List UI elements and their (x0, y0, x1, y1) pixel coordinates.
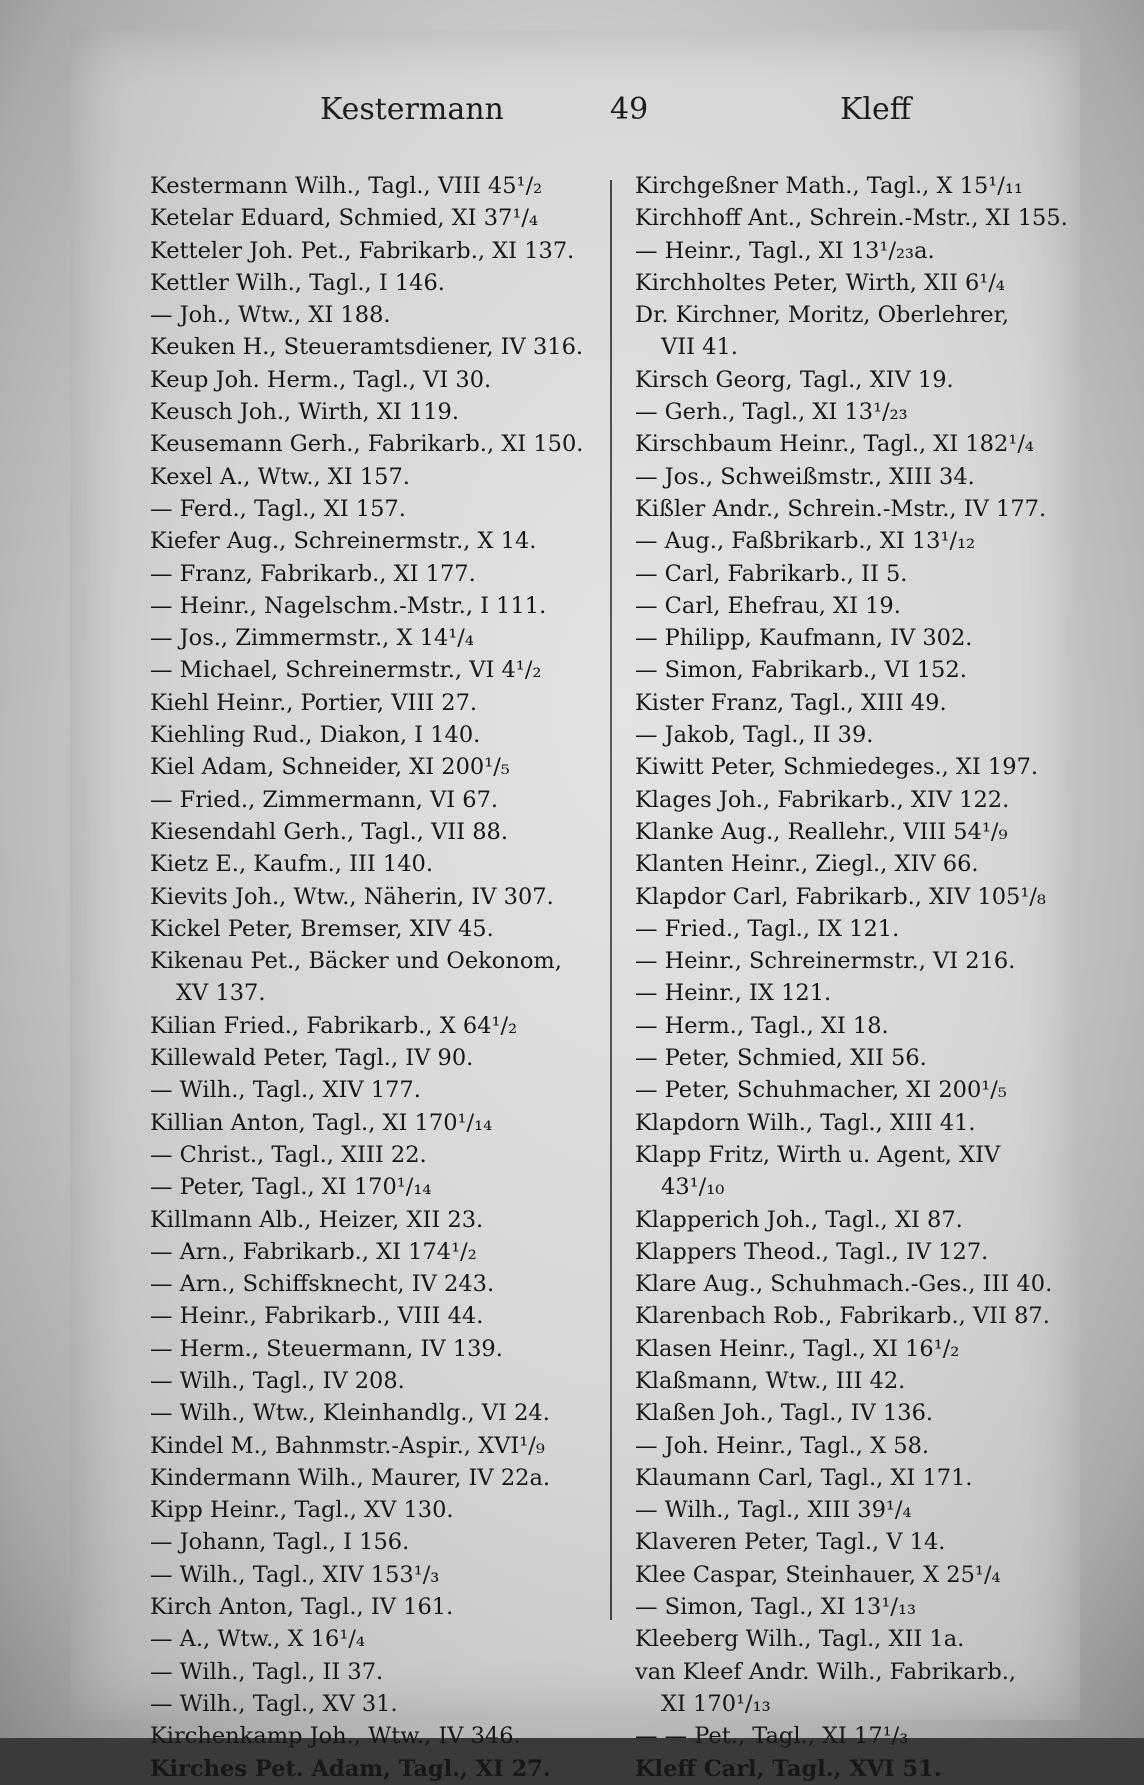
directory-entry: Klaumann Carl, Tagl., XI 171. (635, 1464, 973, 1491)
directory-entry: Kiehl Heinr., Portier, VIII 27. (150, 689, 478, 716)
directory-entry: Kindermann Wilh., Maurer, IV 22a. (150, 1464, 551, 1491)
directory-entry: Klappers Theod., Tagl., IV 127. (635, 1238, 989, 1265)
directory-entry: Kietz E., Kaufm., III 140. (150, 851, 433, 878)
directory-entry: Killewald Peter, Tagl., IV 90. (150, 1045, 474, 1072)
directory-entry: — Philipp, Kaufmann, IV 302. (635, 625, 973, 652)
directory-entry: Klanke Aug., Reallehr., VIII 54¹/₉ (635, 818, 1008, 845)
directory-entry: Kexel A., Wtw., XI 157. (150, 463, 410, 490)
directory-entry: — Michael, Schreinermstr., VI 4¹/₂ (150, 657, 542, 684)
directory-entry: Ketelar Eduard, Schmied, XI 37¹/₄ (150, 205, 538, 232)
directory-entry: Kiesendahl Gerh., Tagl., VII 88. (150, 818, 509, 845)
directory-entry: Kipp Heinr., Tagl., XV 130. (150, 1497, 454, 1524)
directory-entry: Kikenau Pet., Bäcker und Oekonom, (150, 948, 562, 975)
directory-entry: Kievits Joh., Wtw., Näherin, IV 307. (150, 883, 554, 910)
directory-entry: Klaveren Peter, Tagl., V 14. (635, 1529, 946, 1556)
directory-entry: Kirsch Georg, Tagl., XIV 19. (635, 366, 954, 393)
directory-entry: — Heinr., Schreinermstr., VI 216. (635, 948, 1016, 975)
page-number: 49 (610, 92, 649, 127)
directory-entry: Ketteler Joh. Pet., Fabrikarb., XI 137. (150, 237, 575, 264)
directory-entry: — Simon, Tagl., XI 13¹/₁₃ (635, 1594, 916, 1621)
directory-entry: — Heinr., IX 121. (635, 980, 832, 1007)
directory-entry: XV 137. (176, 980, 266, 1007)
directory-entry: Klaßen Joh., Tagl., IV 136. (635, 1400, 934, 1427)
column-divider (610, 180, 612, 1620)
directory-entry: — Wilh., Tagl., II 37. (150, 1658, 384, 1685)
directory-entry: — Herm., Steuermann, IV 139. (150, 1335, 503, 1362)
directory-entry: — Heinr., Fabrikarb., VIII 44. (150, 1303, 484, 1330)
directory-entry: Kirch Anton, Tagl., IV 161. (150, 1594, 454, 1621)
directory-entry: — Joh. Heinr., Tagl., X 58. (635, 1432, 930, 1459)
directory-entry: — — Pet., Tagl., XI 17¹/₃ (635, 1723, 909, 1750)
directory-entry: Kirchholtes Peter, Wirth, XII 6¹/₄ (635, 269, 1005, 296)
directory-entry: Klapdor Carl, Fabrikarb., XIV 105¹/₈ (635, 883, 1046, 910)
directory-entry: Klapperich Joh., Tagl., XI 87. (635, 1206, 963, 1233)
directory-entry: — Christ., Tagl., XIII 22. (150, 1141, 427, 1168)
directory-entry: — Wilh., Tagl., IV 208. (150, 1367, 405, 1394)
page-header (70, 92, 1080, 142)
directory-entry: — Wilh., Tagl., XV 31. (150, 1690, 398, 1717)
directory-entry: — Jos., Zimmermstr., X 14¹/₄ (150, 625, 474, 652)
directory-entry: Kiefer Aug., Schreinermstr., X 14. (150, 528, 537, 555)
directory-entry: — Fried., Tagl., IX 121. (635, 915, 900, 942)
directory-entry: — Wilh., Tagl., XIV 153¹/₃ (150, 1561, 440, 1588)
directory-entry: Klasen Heinr., Tagl., XI 16¹/₂ (635, 1335, 960, 1362)
directory-entry: Keusemann Gerh., Fabrikarb., XI 150. (150, 431, 584, 458)
directory-entry: — Jakob, Tagl., II 39. (635, 722, 874, 749)
directory-entry: 43¹/₁₀ (661, 1174, 725, 1201)
directory-entry: — Carl, Ehefrau, XI 19. (635, 592, 901, 619)
directory-entry: — Ferd., Tagl., XI 157. (150, 495, 406, 522)
directory-entry: Kilian Fried., Fabrikarb., X 64¹/₂ (150, 1012, 518, 1039)
directory-entry: — Aug., Faßbrikarb., XI 13¹/₁₂ (635, 528, 976, 555)
directory-entry: Kirchenkamp Joh., Wtw., IV 346. (150, 1723, 521, 1750)
directory-entry: — Arn., Fabrikarb., XI 174¹/₂ (150, 1238, 477, 1265)
directory-entry: — Peter, Schmied, XII 56. (635, 1045, 927, 1072)
left-column (150, 170, 605, 1785)
directory-entry: van Kleef Andr. Wilh., Fabrikarb., (635, 1658, 1017, 1685)
directory-entry: Klages Joh., Fabrikarb., XIV 122. (635, 786, 1010, 813)
directory-entry: — Heinr., Nagelschm.-Mstr., I 111. (150, 592, 547, 619)
directory-entry: — Herm., Tagl., XI 18. (635, 1012, 889, 1039)
directory-entry: — Peter, Schuhmacher, XI 200¹/₅ (635, 1077, 1007, 1104)
directory-entry: — Joh., Wtw., XI 188. (150, 302, 391, 329)
directory-entry: — A., Wtw., X 16¹/₄ (150, 1626, 365, 1653)
directory-entry: — Arn., Schiffsknecht, IV 243. (150, 1271, 495, 1298)
header-left-keyword: Kestermann (320, 92, 504, 127)
directory-entry: Kiwitt Peter, Schmiedeges., XI 197. (635, 754, 1039, 781)
directory-entry: Keusch Joh., Wirth, XI 119. (150, 399, 459, 426)
directory-entry: Dr. Kirchner, Moritz, Oberlehrer, (635, 302, 1010, 329)
directory-entry: — Jos., Schweißmstr., XIII 34. (635, 463, 975, 490)
directory-entry: Killmann Alb., Heizer, XII 23. (150, 1206, 484, 1233)
directory-entry: — Carl, Fabrikarb., II 5. (635, 560, 908, 587)
directory-entry: — Simon, Fabrikarb., VI 152. (635, 657, 967, 684)
directory-entry: Kleeberg Wilh., Tagl., XII 1a. (635, 1626, 965, 1653)
directory-entry: Klapp Fritz, Wirth u. Agent, XIV (635, 1141, 1001, 1168)
directory-entry: Kestermann Wilh., Tagl., VIII 45¹/₂ (150, 173, 543, 199)
directory-entry: Kirchhoff Ant., Schrein.-Mstr., XI 155. (635, 205, 1068, 232)
directory-entry: — Franz, Fabrikarb., XI 177. (150, 560, 476, 587)
directory-entry: Klare Aug., Schuhmach.-Ges., III 40. (635, 1271, 1053, 1298)
directory-entry: Klanten Heinr., Ziegl., XIV 66. (635, 851, 979, 878)
directory-entry: — Peter, Tagl., XI 170¹/₁₄ (150, 1174, 432, 1201)
directory-entry: — Wilh., Tagl., XIII 39¹/₄ (635, 1497, 912, 1524)
book-page (70, 30, 1080, 1782)
directory-entry: Kickel Peter, Bremser, XIV 45. (150, 915, 494, 942)
directory-entry: — Heinr., Tagl., XI 13¹/₂₃a. (635, 237, 935, 264)
directory-entry: — Fried., Zimmermann, VI 67. (150, 786, 499, 813)
directory-entry: Kister Franz, Tagl., XIII 49. (635, 689, 947, 716)
header-right-keyword: Kleff (840, 92, 912, 127)
directory-entry: — Wilh., Wtw., Kleinhandlg., VI 24. (150, 1400, 550, 1427)
directory-entry: Klarenbach Rob., Fabrikarb., VII 87. (635, 1303, 1050, 1330)
directory-entry: Klaßmann, Wtw., III 42. (635, 1367, 906, 1394)
directory-entry: — Gerh., Tagl., XI 13¹/₂₃ (635, 399, 908, 426)
directory-entry: Kirchgeßner Math., Tagl., X 15¹/₁₁ (635, 173, 1023, 199)
directory-entry: VII 41. (661, 334, 738, 361)
directory-entry: Kiehling Rud., Diakon, I 140. (150, 722, 481, 749)
directory-entry: Kiel Adam, Schneider, XI 200¹/₅ (150, 754, 510, 781)
directory-entry: Kindel M., Bahnmstr.-Aspir., XVI¹/₉ (150, 1432, 545, 1459)
directory-entry: Kleff Carl, Tagl., XVI 51. (635, 1755, 942, 1782)
right-column (635, 170, 1075, 1785)
directory-entry: Klee Caspar, Steinhauer, X 25¹/₄ (635, 1561, 1001, 1588)
directory-entry: Kirches Pet. Adam, Tagl., XI 27. (150, 1755, 551, 1782)
directory-entry: Kißler Andr., Schrein.-Mstr., IV 177. (635, 495, 1047, 522)
directory-entry: Klapdorn Wilh., Tagl., XIII 41. (635, 1109, 976, 1136)
directory-entry: Keup Joh. Herm., Tagl., VI 30. (150, 366, 492, 393)
directory-entry: Kirschbaum Heinr., Tagl., XI 182¹/₄ (635, 431, 1034, 458)
directory-entry: Killian Anton, Tagl., XI 170¹/₁₄ (150, 1109, 493, 1136)
directory-entry: — Johann, Tagl., I 156. (150, 1529, 410, 1556)
directory-entry: Keuken H., Steueramtsdiener, IV 316. (150, 334, 584, 361)
directory-entry: — Wilh., Tagl., XIV 177. (150, 1077, 421, 1104)
directory-entry: Kettler Wilh., Tagl., I 146. (150, 269, 445, 296)
directory-entry: XI 170¹/₁₃ (661, 1690, 771, 1717)
